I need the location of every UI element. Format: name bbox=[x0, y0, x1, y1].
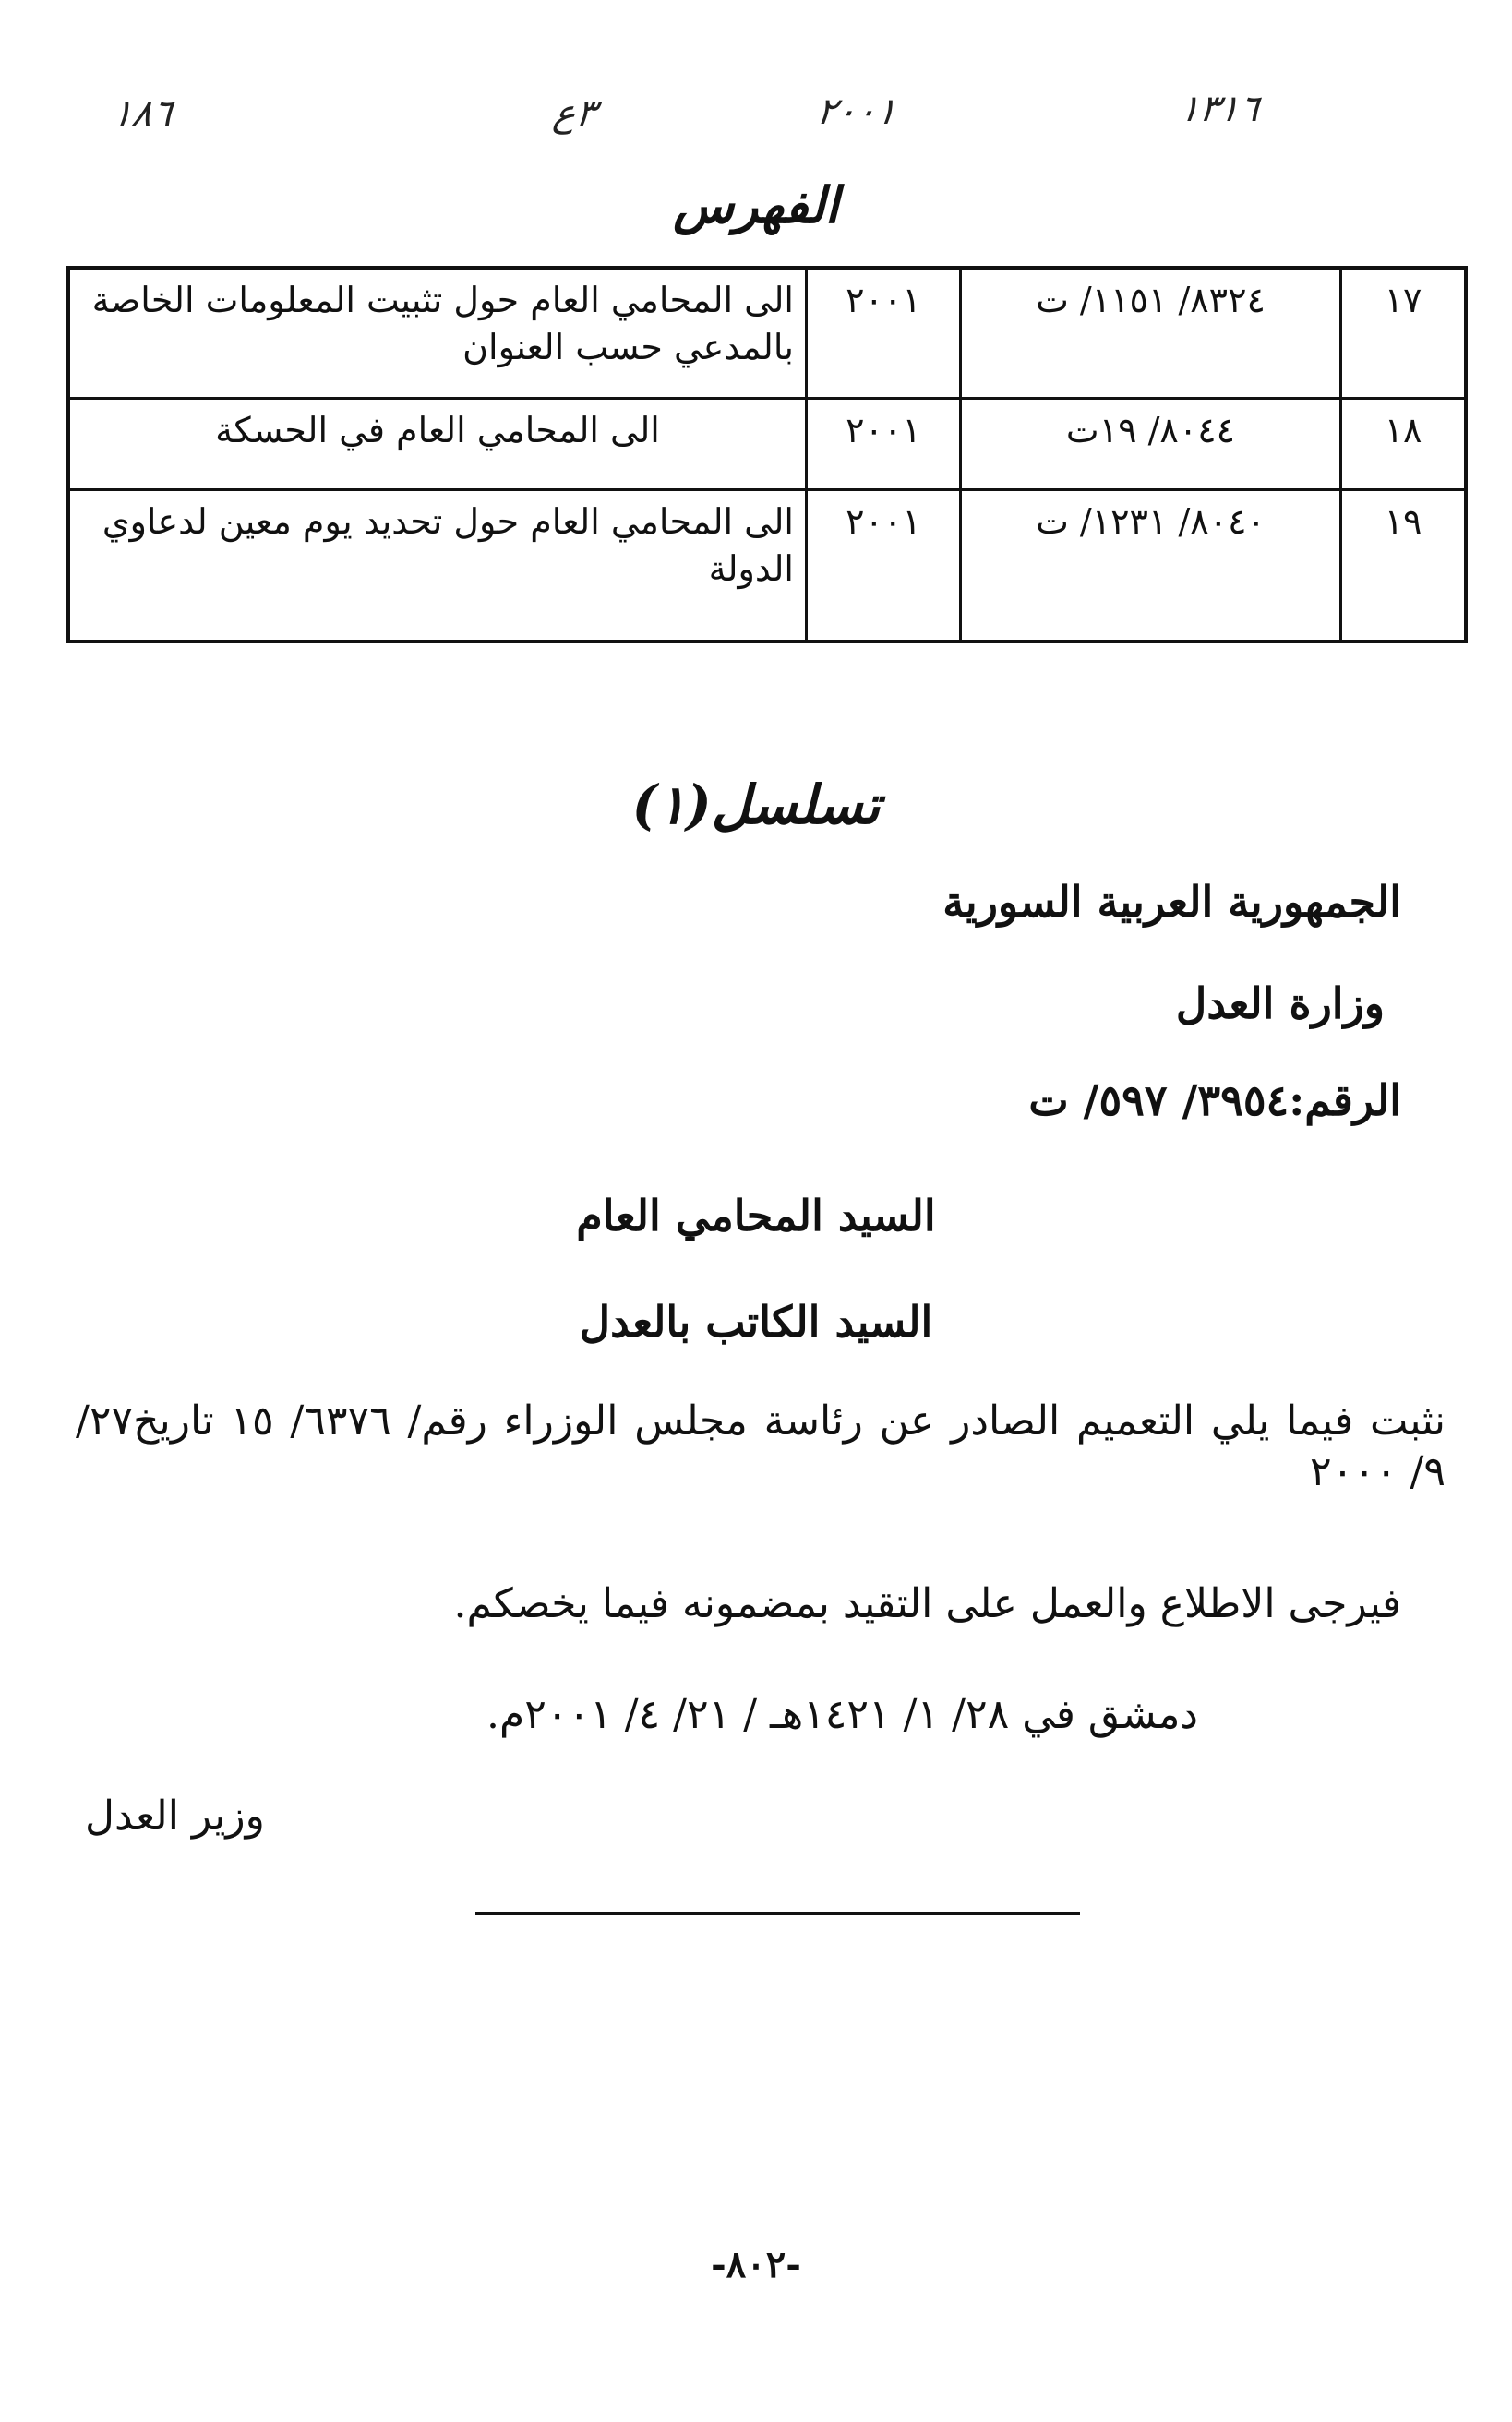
row-year: ٢٠٠١ bbox=[807, 268, 961, 399]
body-paragraph: نثبت فيما يلي التعميم الصادر عن رئاسة مجلس الوزراء رقم/ ٦٣٧٦/ ١٥ تاريخ٢٧/ ٩/ ٢٠٠٠ bbox=[76, 1397, 1446, 1495]
recipient-line: السيد المحامي العام bbox=[576, 1191, 936, 1241]
table-row bbox=[68, 399, 1466, 490]
index-title: الفهرس bbox=[673, 175, 839, 234]
recipient-line: السيد الكاتب بالعدل bbox=[579, 1297, 933, 1347]
signature-title: وزير العدل bbox=[85, 1793, 265, 1840]
row-reference: ٨٠٤٤/ ١٩ت bbox=[961, 399, 1341, 490]
handwritten-note: ٢٠٠١ bbox=[813, 90, 900, 133]
body-paragraph: فيرجى الاطلاع والعمل على التقيد بمضمونه فيما يخصكم. bbox=[453, 1580, 1401, 1627]
handwritten-note: ١٨٦ bbox=[109, 92, 175, 135]
divider bbox=[475, 1912, 1080, 1915]
reference-number: الرقم:٣٩٥٤/ ٥٩٧/ ت bbox=[1028, 1075, 1401, 1125]
handwritten-note: ١٣١٦ bbox=[1176, 88, 1263, 130]
row-reference: ٨٠٤٠/ ١٢٣١/ ت bbox=[961, 490, 1341, 642]
row-description: الى المحامي العام حول تثبيت المعلومات الخاصة بالمدعي حسب العنوان bbox=[68, 268, 807, 399]
serial-heading: تسلسل(١) bbox=[631, 773, 881, 836]
row-reference: ٨٣٢٤/ ١١٥١/ ت bbox=[961, 268, 1341, 399]
index-table bbox=[66, 266, 1468, 643]
handwritten-note: ٣ع bbox=[550, 92, 599, 135]
table-row bbox=[68, 268, 1466, 399]
ministry-heading: وزارة العدل bbox=[1175, 978, 1385, 1028]
row-year: ٢٠٠١ bbox=[807, 399, 961, 490]
row-number: ١٨ bbox=[1341, 399, 1467, 490]
republic-heading: الجمهورية العربية السورية bbox=[942, 877, 1401, 927]
row-description: الى المحامي العام حول تحديد يوم معين لدعاوي الدولة bbox=[68, 490, 807, 642]
table-row bbox=[68, 490, 1466, 642]
row-year: ٢٠٠١ bbox=[807, 490, 961, 642]
row-number: ١٩ bbox=[1341, 490, 1467, 642]
row-number: ١٧ bbox=[1341, 268, 1467, 399]
date-line: دمشق في ٢٨/ ١/ ١٤٢١هـ / ٢١/ ٤/ ٢٠٠١م. bbox=[486, 1691, 1198, 1738]
page-number: -٨٠٢- bbox=[711, 2243, 801, 2286]
row-description: الى المحامي العام في الحسكة bbox=[68, 399, 807, 490]
